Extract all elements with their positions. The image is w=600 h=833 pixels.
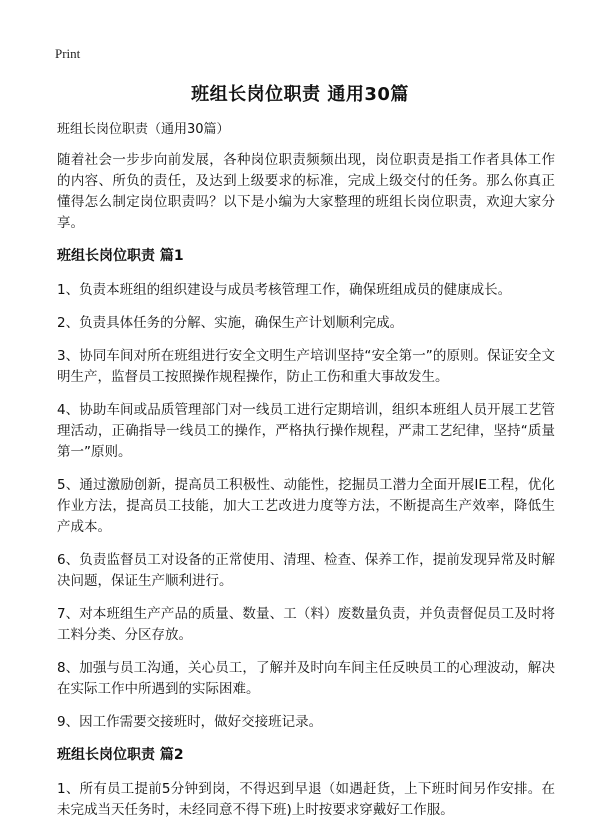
section-2 bbox=[57, 745, 555, 821]
intro-paragraph: 随着社会一步步向前发展，各种岗位职责频频出现，岗位职责是指工作者具体工作的内容、所负的责任，及达到上级要求的标准，完成上级交付的任务。那么你真正懂得怎么制定岗位职责吗？以下是小编为大家整理的班组长岗位职责，欢迎大家分享。 bbox=[57, 152, 555, 231]
section-heading: 班组长岗位职责 篇2 bbox=[57, 747, 184, 763]
document-subtitle: 班组长岗位职责（通用30篇） bbox=[57, 122, 230, 137]
list-item: 4、协助车间或品质管理部门对一线员工进行定期培训，组织本班组人员开展工艺管理活动，正确指导一线员工的操作，严格执行操作规程，严肃工艺纪律，坚持“质量第一”原则。 bbox=[57, 402, 555, 460]
list-item: 6、负责监督员工对设备的正常使用、清理、检查、保养工作，提前发现异常及时解决问题，保证生产顺利进行。 bbox=[57, 552, 555, 589]
list-item: 8、加强与员工沟通，关心员工，了解并及时向车间主任反映员工的心理波动，解决在实际工作中所遇到的实际困难。 bbox=[57, 660, 555, 697]
section-heading: 班组长岗位职责 篇1 bbox=[57, 248, 184, 264]
list-item: 5、通过激励创新，提高员工积极性、动能性，挖掘员工潜力全面开展IE工程，优化作业方法，提高员工技能，加大工艺改进力度等方法，不断提高生产效率，降低生产成本。 bbox=[57, 477, 555, 535]
print-link[interactable]: Print bbox=[55, 46, 81, 61]
section-1 bbox=[57, 246, 555, 733]
document-body bbox=[57, 120, 555, 833]
list-item: 7、对本班组生产产品的质量、数量、工（料）废数量负责，并负责督促员工及时将工料分类、分区存放。 bbox=[57, 606, 555, 643]
document-title: 班组长岗位职责 通用30篇 bbox=[191, 84, 409, 105]
list-item: 2、负责具体任务的分解、实施，确保生产计划顺利完成。 bbox=[57, 315, 404, 331]
list-item: 1、所有员工提前5分钟到岗，不得迟到早退（如遇赶货，上下班时间另作安排。在未完成当天任务时，未经同意不得下班)上时按要求穿戴好工作服。 bbox=[57, 781, 555, 818]
list-item: 1、负责本班组的组织建设与成员考核管理工作，确保班组成员的健康成长。 bbox=[57, 282, 512, 298]
list-item: 9、因工作需要交接班时，做好交接班记录。 bbox=[57, 714, 323, 730]
list-item: 3、协同车间对所在班组进行安全文明生产培训坚持“安全第一”的原则。保证安全文明生产，监督员工按照操作规程操作，防止工伤和重大事故发生。 bbox=[57, 348, 555, 385]
